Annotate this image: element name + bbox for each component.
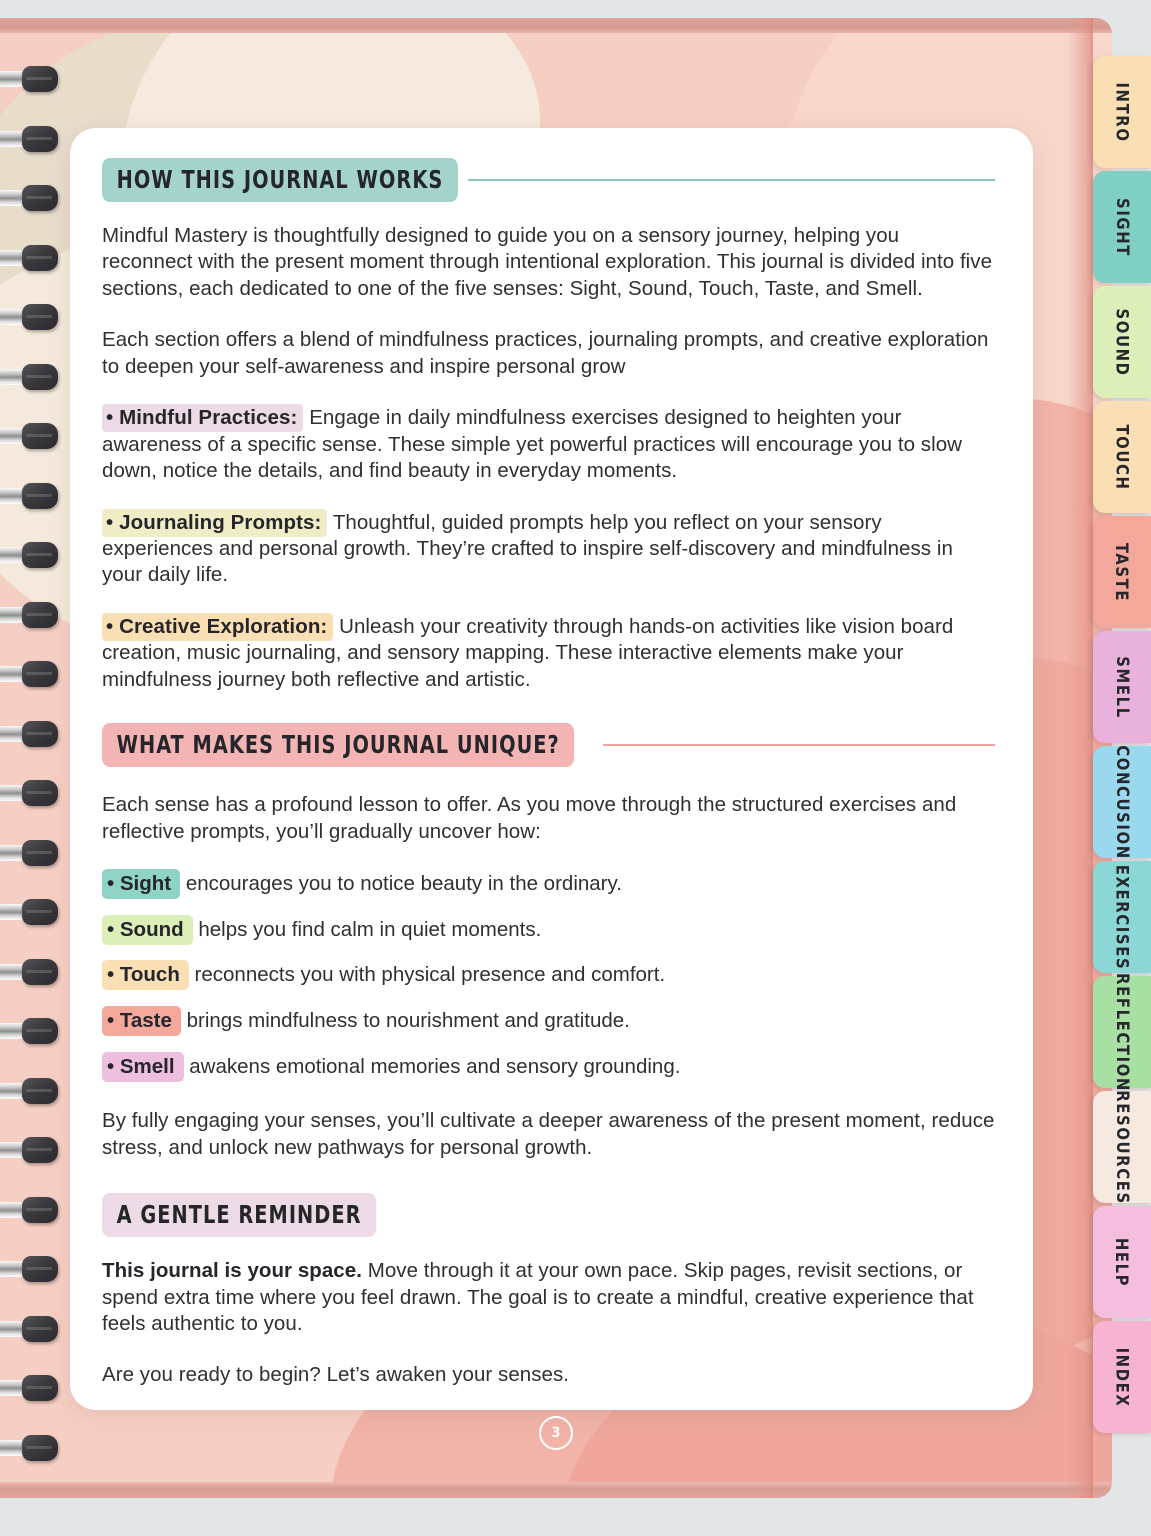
spiral-ring [0, 602, 58, 628]
spiral-ring-clip [22, 602, 58, 628]
spiral-ring [0, 1256, 58, 1282]
spiral-ring-clip [22, 721, 58, 747]
heading-pill-how-it-works: HOW THIS JOURNAL WORKS [102, 158, 458, 202]
section-tab-label: EXERCISES [1112, 864, 1132, 970]
sense-label-touch: • Touch [102, 960, 189, 990]
section-tab-label: TOUCH [1112, 423, 1132, 491]
section-tab-label: SIGHT [1112, 197, 1132, 257]
sense-label-taste: • Taste [102, 1006, 181, 1036]
heading-pill-reminder: A GENTLE REMINDER [102, 1193, 376, 1237]
paragraph-intro-1: Mindful Mastery is thoughtfully designed to guide you on a sensory journey, helping you reconnect with the present moment through intentional exploration. This journal is divided into five sections, each dedicated to one of the five senses: Sight, Sound, Touch, Taste, and Smell. [102, 224, 993, 300]
reminder-body: Move through it at your own pace. Skip pages, revisit sections, or spend extra time where you feel drawn. The goal is to create a mindful, creative experience that feels authentic to you. [102, 1259, 974, 1335]
sense-list [102, 871, 995, 1080]
spiral-ring-clip [22, 1375, 58, 1401]
section-heading-reminder [102, 1193, 995, 1237]
spiral-ring-clip [22, 304, 58, 330]
section-heading-how-it-works [102, 158, 995, 202]
spiral-ring-clip [22, 364, 58, 390]
spiral-ring-clip [22, 1137, 58, 1163]
spiral-ring-clip [22, 1018, 58, 1044]
feature-body-mindful-practices: Engage in daily mindfulness exercises designed to heighten your awareness of a specific sense. These simple yet powerful practices will encourage you to slow down, notice the details, and find beauty in everyday moments. [102, 406, 962, 483]
spiral-ring [0, 542, 58, 568]
spiral-ring [0, 185, 58, 211]
spiral-ring-clip [22, 1256, 58, 1282]
feature-label-journaling-prompts: • Journaling Prompts: [102, 509, 327, 537]
spiral-ring-clip [22, 780, 58, 806]
feature-body-creative-exploration: Unleash your creativity through hands-on activities like vision board creation, music journaling, and sensory mapping. These interactive elements make your mindfulness journey both reflective and artistic. [102, 614, 954, 691]
spiral-ring-clip [22, 661, 58, 687]
section-tab-taste[interactable] [1093, 516, 1151, 628]
spiral-ring-clip [22, 1316, 58, 1342]
spiral-ring-clip [22, 245, 58, 271]
paragraph-unique-outro: By fully engaging your senses, you’ll cultivate a deeper awareness of the present moment, reduce stress, and unlock new pathways for personal growth. [102, 1109, 995, 1159]
section-tab-label: SOUND [1112, 307, 1132, 377]
feature-body-journaling-prompts: Thoughtful, guided prompts help you reflect on your sensory experiences and personal growth. They’re crafted to inspire self-discovery and mindfulness in your daily life. [102, 510, 953, 587]
section-tab-touch[interactable] [1093, 401, 1151, 513]
spiral-ring [0, 423, 58, 449]
section-tab-sight[interactable] [1093, 171, 1151, 283]
section-tab-label: TASTE [1112, 542, 1132, 602]
sense-label-sight: • Sight [102, 869, 180, 899]
spiral-ring-clip [22, 126, 58, 152]
paragraph-closing: Are you ready to begin? Let’s awaken your senses. [102, 1363, 570, 1387]
heading-pill-unique: WHAT MAKES THIS JOURNAL UNIQUE? [102, 723, 574, 767]
page-bottom-band [0, 1482, 1112, 1498]
spiral-ring-clip [22, 1435, 58, 1461]
feature-label-creative-exploration: • Creative Exploration: [102, 613, 333, 641]
spiral-ring [0, 126, 58, 152]
sense-item-sight [102, 871, 995, 898]
sense-item-taste [102, 1008, 995, 1035]
section-tab-rail [1089, 18, 1151, 1498]
section-heading-unique [102, 723, 995, 767]
heading-rule-unique [603, 744, 995, 746]
section-tab-resources[interactable] [1093, 1091, 1151, 1203]
feature-label-mindful-practices: • Mindful Practices: [102, 404, 303, 432]
sense-label-sound: • Sound [102, 915, 193, 945]
section-tab-label: REFLECTION [1112, 972, 1132, 1092]
spiral-ring-clip [22, 185, 58, 211]
spiral-binding [0, 18, 62, 1498]
section-tab-label: INTRO [1112, 81, 1132, 143]
section-tab-label: INDEX [1112, 1347, 1132, 1407]
section-tab-smell[interactable] [1093, 631, 1151, 743]
spiral-ring [0, 959, 58, 985]
page-top-band [0, 18, 1112, 33]
spiral-ring [0, 1316, 58, 1342]
spiral-ring [0, 899, 58, 925]
spiral-ring [0, 66, 58, 92]
spiral-ring-clip [22, 1197, 58, 1223]
spiral-ring-clip [22, 66, 58, 92]
sense-item-touch [102, 962, 995, 989]
spiral-ring [0, 364, 58, 390]
section-tab-help[interactable] [1093, 1206, 1151, 1318]
section-tab-label: SMELL [1112, 655, 1132, 719]
spiral-ring-clip [22, 423, 58, 449]
paragraph-intro-2: Each section offers a blend of mindfulness practices, journaling prompts, and creative exploration to deepen your self-awareness and inspire personal grow [102, 328, 989, 378]
feature-item-journaling-prompts [102, 510, 995, 589]
sense-body-sound: helps you find calm in quiet moments. [198, 917, 542, 941]
section-tab-label: CONCUSION [1112, 744, 1132, 860]
paragraph-reminder [102, 1258, 995, 1337]
feature-item-creative-exploration [102, 614, 995, 693]
page-number [0, 1416, 1112, 1450]
spiral-ring [0, 1137, 58, 1163]
content-sheet [70, 128, 1033, 1410]
sense-body-sight: encourages you to notice beauty in the ordinary. [185, 872, 622, 895]
sense-item-sound [102, 917, 995, 944]
section-tab-concusion[interactable] [1093, 746, 1151, 858]
spiral-ring [0, 483, 58, 509]
spiral-ring [0, 840, 58, 866]
spiral-ring [0, 1197, 58, 1223]
page-number-value: 3 [539, 1416, 573, 1450]
section-tab-index[interactable] [1093, 1321, 1151, 1433]
sense-item-smell [102, 1054, 995, 1081]
section-tab-intro[interactable] [1093, 56, 1151, 168]
spiral-ring-clip [22, 840, 58, 866]
sense-label-smell: • Smell [102, 1052, 184, 1082]
spiral-ring [0, 721, 58, 747]
spiral-ring-clip [22, 542, 58, 568]
sense-body-touch: reconnects you with physical presence and comfort. [194, 963, 666, 987]
section-tab-exercises[interactable] [1093, 861, 1151, 973]
paragraph-unique-intro: Each sense has a profound lesson to offer. As you move through the structured exercises and reflective prompts, you’ll gradually uncover how: [102, 793, 957, 843]
feature-item-mindful-practices [102, 405, 995, 484]
spiral-ring [0, 245, 58, 271]
spiral-ring [0, 1018, 58, 1044]
spiral-ring [0, 304, 58, 330]
sense-body-taste: brings mindfulness to nourishment and gratitude. [186, 1008, 630, 1032]
spiral-ring [0, 1435, 58, 1461]
spiral-ring-clip [22, 959, 58, 985]
sense-body-smell: awakens emotional memories and sensory grounding. [189, 1054, 681, 1078]
section-tab-label: RESOURCES [1112, 1089, 1132, 1205]
spiral-ring-clip [22, 483, 58, 509]
spiral-ring [0, 1078, 58, 1104]
heading-rule-how-it-works [468, 179, 995, 181]
section-tab-reflection[interactable] [1093, 972, 1151, 1092]
reminder-lead: This journal is your space. [102, 1259, 362, 1283]
spiral-ring-clip [22, 1078, 58, 1104]
spiral-ring [0, 780, 58, 806]
spiral-ring [0, 1375, 58, 1401]
section-tab-label: HELP [1112, 1237, 1132, 1287]
section-tab-sound[interactable] [1093, 286, 1151, 398]
spiral-ring [0, 661, 58, 687]
spiral-ring-clip [22, 899, 58, 925]
